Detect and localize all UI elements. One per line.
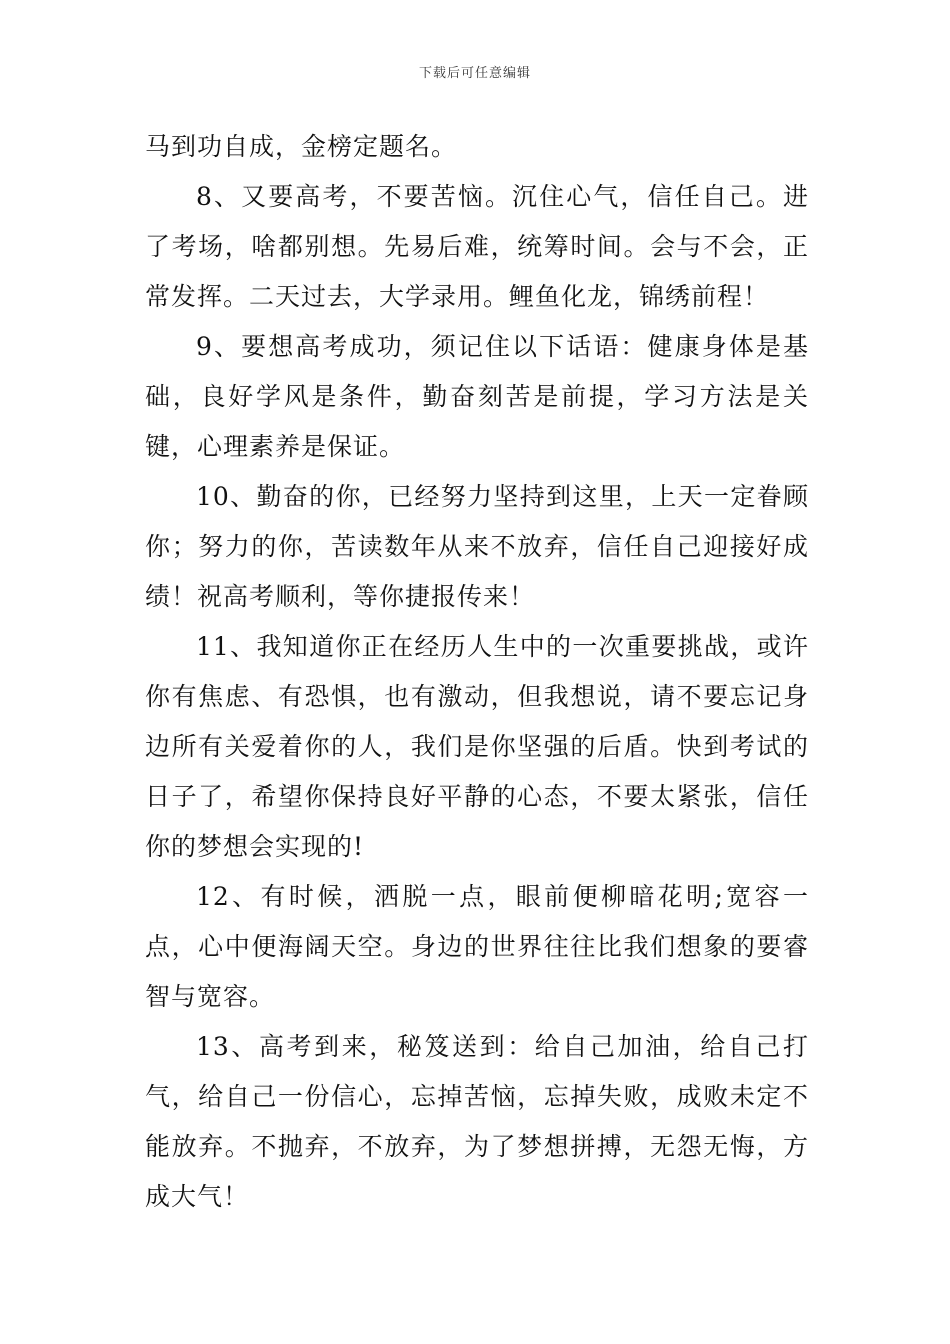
document-body (145, 122, 809, 1222)
paragraph-item-13: 13、高考到来，秘笈送到：给自己加油，给自己打气，给自己一份信心，忘掉苦恼，忘掉失败，成败未定不能放弃。不抛弃，不放弃，为了梦想拼搏，无怨无悔，方成大气！ (145, 1032, 809, 1211)
paragraph-continuation: 马到功自成，金榜定题名。 (145, 132, 458, 161)
paragraph-item-10: 10、勤奋的你，已经努力坚持到这里，上天一定眷顾你；努力的你，苦读数年从来不放弃，信任自己迎接好成绩！祝高考顺利，等你捷报传来！ (145, 482, 809, 611)
paragraph-item-9: 9、要想高考成功，须记住以下话语：健康身体是基础，良好学风是条件，勤奋刻苦是前提，学习方法是关键，心理素养是保证。 (145, 332, 809, 461)
paragraph-item-11: 11、我知道你正在经历人生中的一次重要挑战，或许你有焦虑、有恐惧，也有激动，但我想说，请不要忘记身边所有关爱着你的人，我们是你坚强的后盾。快到考试的日子了，希望你保持良好平静的心态，不要太紧张，信任你的梦想会实现的! (145, 632, 809, 861)
paragraph-item-8: 8、又要高考，不要苦恼。沉住心气，信任自己。进了考场，啥都别想。先易后难，统筹时间。会与不会，正常发挥。二天过去，大学录用。鲤鱼化龙，锦绣前程！ (145, 182, 809, 311)
page-header: 下载后可任意编辑 (418, 66, 531, 81)
paragraph-item-12: 12、有时候，洒脱一点，眼前便柳暗花明;宽容一点，心中便海阔天空。身边的世界往往比我们想象的要睿智与宽容。 (145, 882, 809, 1011)
